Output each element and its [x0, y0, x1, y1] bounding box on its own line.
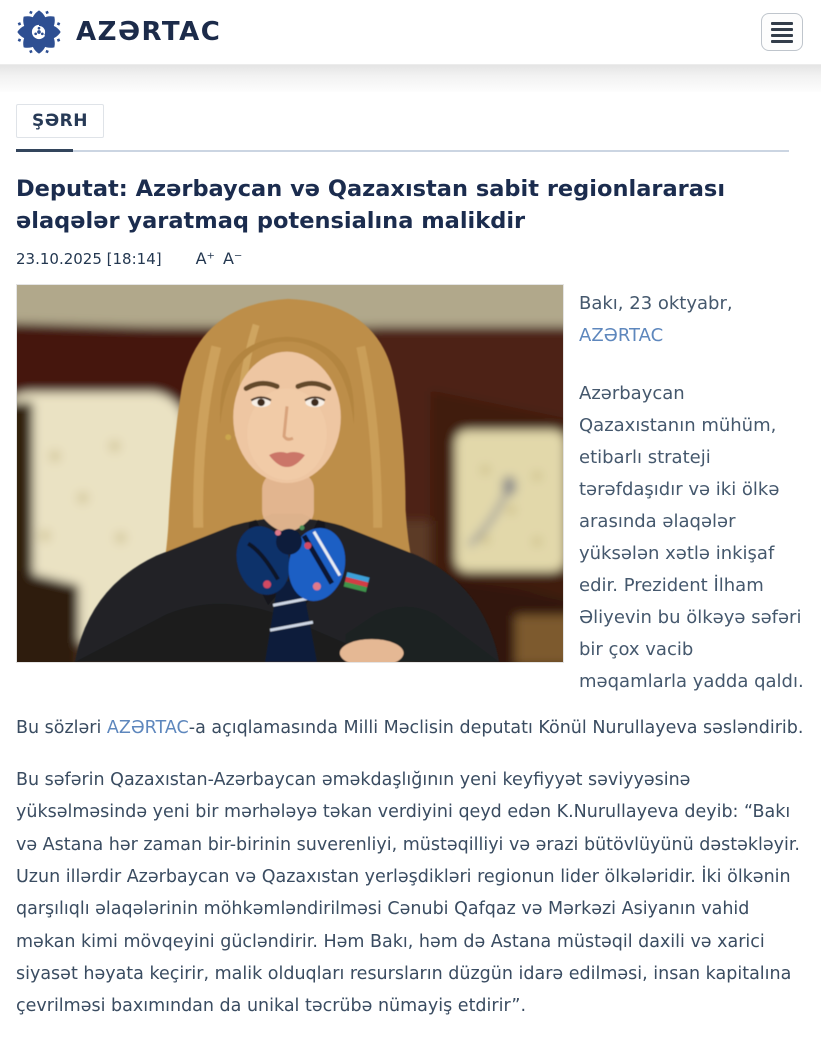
- article-body: [16, 284, 805, 1023]
- header-divider-strip: [0, 64, 821, 92]
- brand-name: AZƏRTAC: [76, 17, 222, 47]
- brand-home-link[interactable]: [14, 7, 221, 57]
- menu-button[interactable]: [761, 13, 803, 51]
- deputy-portrait-image: [17, 285, 563, 662]
- hamburger-icon: [771, 22, 793, 25]
- paragraph-2: Bu səfərin Qazaxıstan-Azərbaycan əməkdaşlığının yeni keyfiyyət səviyyəsinə yüksəlməsində yeni bir mərhələyə təkan verdiyini qeyd edən K.Nurullayeva deyib: “Bakı və Astana hər zaman bir-birinin suverenliyi, müstəqilliyi və ərazi bütövlüyünü dəstəkləyir. Uzun illərdir Azərbaycan və Qazaxıstan yerləşdikləri regionun lider ölkələridir. İki ölkənin qarşılıqlı əlaqələrinin möhkəmləndirilməsi Cənubi Qafqaz və Mərkəzi Asiyanın vahid məkan kimi mövqeyini gücləndirir. Həm Bakı, həm də Astana müstəqil daxili və xarici siyasət həyata keçirir, malik olduqları resursların düzgün idarə edilməsi, insan kapitalına çevrilməsi baxımından da unikal təcrübə nümayiş etdirir”.: [16, 769, 800, 1017]
- agency-link[interactable]: AZƏRTAC: [579, 325, 664, 347]
- dateline-location: Bakı, 23 oktyabr,: [579, 293, 733, 314]
- article-page: [0, 92, 821, 1023]
- font-size-controls: [196, 249, 243, 268]
- font-decrease-button[interactable]: A⁻: [222, 249, 243, 268]
- azertac-logo-icon: [14, 7, 64, 57]
- lead-column: [579, 284, 805, 698]
- font-increase-button[interactable]: A⁺: [195, 249, 215, 268]
- article-date: 23.10.2025 [18:14]: [16, 249, 162, 268]
- lead-summary: Azərbaycan Qazaxıstanın mühüm, etibarlı strateji tərəfdaşıdır və iki ölkə arasında əlaqələr yüksələn xətlə inkişaf edir. Prezident İlham Əliyevin bu ölkəyə səfəri bir çox vacib məqamlarla yadda qaldı.: [579, 383, 804, 693]
- agency-link-inline[interactable]: AZƏRTAC: [106, 718, 189, 739]
- article-meta: [16, 249, 805, 268]
- site-header: [0, 0, 821, 64]
- paragraph-1: Bu sözləri AZƏRTAC-a açıqlamasında Milli Məclisin deputatı Könül Nurullayeva səsləndirib.: [16, 718, 804, 739]
- article-photo: [16, 284, 564, 663]
- article-title: Deputat: Azərbaycan və Qazaxıstan sabit regionlararası əlaqələr yaratmaq potensialına malikdir: [16, 176, 726, 234]
- category-badge[interactable]: ŞƏRH: [16, 104, 104, 138]
- dateline: [579, 288, 805, 352]
- section-rule: [16, 149, 789, 152]
